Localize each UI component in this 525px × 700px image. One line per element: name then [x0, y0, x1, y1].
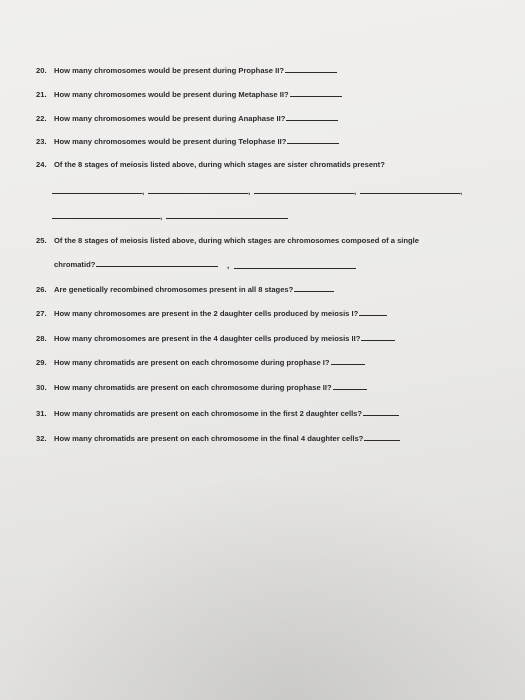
answer-blank[interactable]: [290, 95, 342, 97]
question-25: 25. Of the 8 stages of meiosis listed above, during which stages are chromosomes composed of a single: [36, 236, 420, 245]
answer-line[interactable]: [148, 193, 248, 194]
answer-blank[interactable]: [333, 388, 367, 390]
answer-blank[interactable]: [361, 339, 395, 341]
question-29: 29. How many chromatids are present on each chromosome during prophase I?: [36, 358, 365, 368]
answer-line[interactable]: [52, 193, 142, 194]
page-shadow: [0, 470, 525, 700]
question-20: 20. How many chromosomes would be present during Prophase II?: [36, 66, 337, 76]
worksheet-page: 20. How many chromosomes would be present during Prophase II? 21. How many chromosomes would be present during Metaphase II? 22. How many chromosomes would be present during Anaphase II? 23. How many chromosomes would be present during Telophase II? 24. Of the 8 stages of meiosis listed above, during which stages are sister chromatids present? , , , , , 25. Of the 8 stages of meiosis listed above, during which stages are chromosomes composed of a single chromatid? , 26. Are genetically recombined chromosomes present in all 8 stages? 27. How many chromosomes are present in the 2 daughter cells produced by meiosis I? 28. How many chromosomes are present in the 4 daughter cells produced by meiosis II? 29. How many chromatids are present on each chromosome during prophase I? 30. How many chromatids are present on each chromosome during prophase II? 31. How many chromatids are present on each chromosome in the first 2 daughter cells? 32. How many chromatids are present on each chromosome in the final 4 daughter cells?: [0, 0, 525, 700]
question-31: 31. How many chromatids are present on each chromosome in the first 2 daughter cells?: [36, 409, 399, 419]
question-27: 27. How many chromosomes are present in the 2 daughter cells produced by meiosis I?: [36, 309, 387, 319]
question-26: 26. Are genetically recombined chromosomes present in all 8 stages?: [36, 285, 334, 295]
question-30: 30. How many chromatids are present on each chromosome during prophase II?: [36, 383, 367, 393]
answer-blank[interactable]: [285, 71, 337, 73]
answer-blank[interactable]: [364, 439, 400, 441]
answer-blank[interactable]: [359, 314, 387, 316]
question-32: 32. How many chromatids are present on each chromosome in the final 4 daughter cells?: [36, 434, 400, 444]
question-22: 22. How many chromosomes would be present during Anaphase II?: [36, 114, 338, 124]
question-23: 23. How many chromosomes would be present during Telophase II?: [36, 137, 339, 147]
answer-line[interactable]: [52, 218, 160, 219]
question-28: 28. How many chromosomes are present in the 4 daughter cells produced by meiosis II?: [36, 334, 395, 344]
answer-line[interactable]: [360, 193, 460, 194]
answer-blank[interactable]: [96, 265, 218, 267]
answer-line[interactable]: [254, 193, 354, 194]
answer-line[interactable]: [166, 218, 288, 219]
question-21: 21. How many chromosomes would be present during Metaphase II?: [36, 90, 342, 100]
answer-blank[interactable]: [294, 290, 334, 292]
answer-blank[interactable]: [286, 119, 338, 121]
question-24: 24. Of the 8 stages of meiosis listed above, during which stages are sister chromatids present?: [36, 160, 385, 169]
answer-line[interactable]: [234, 268, 356, 269]
answer-blank[interactable]: [287, 142, 339, 144]
answer-blank[interactable]: [363, 414, 399, 416]
answer-blank[interactable]: [331, 363, 365, 365]
question-25-continued: chromatid?: [54, 260, 218, 270]
